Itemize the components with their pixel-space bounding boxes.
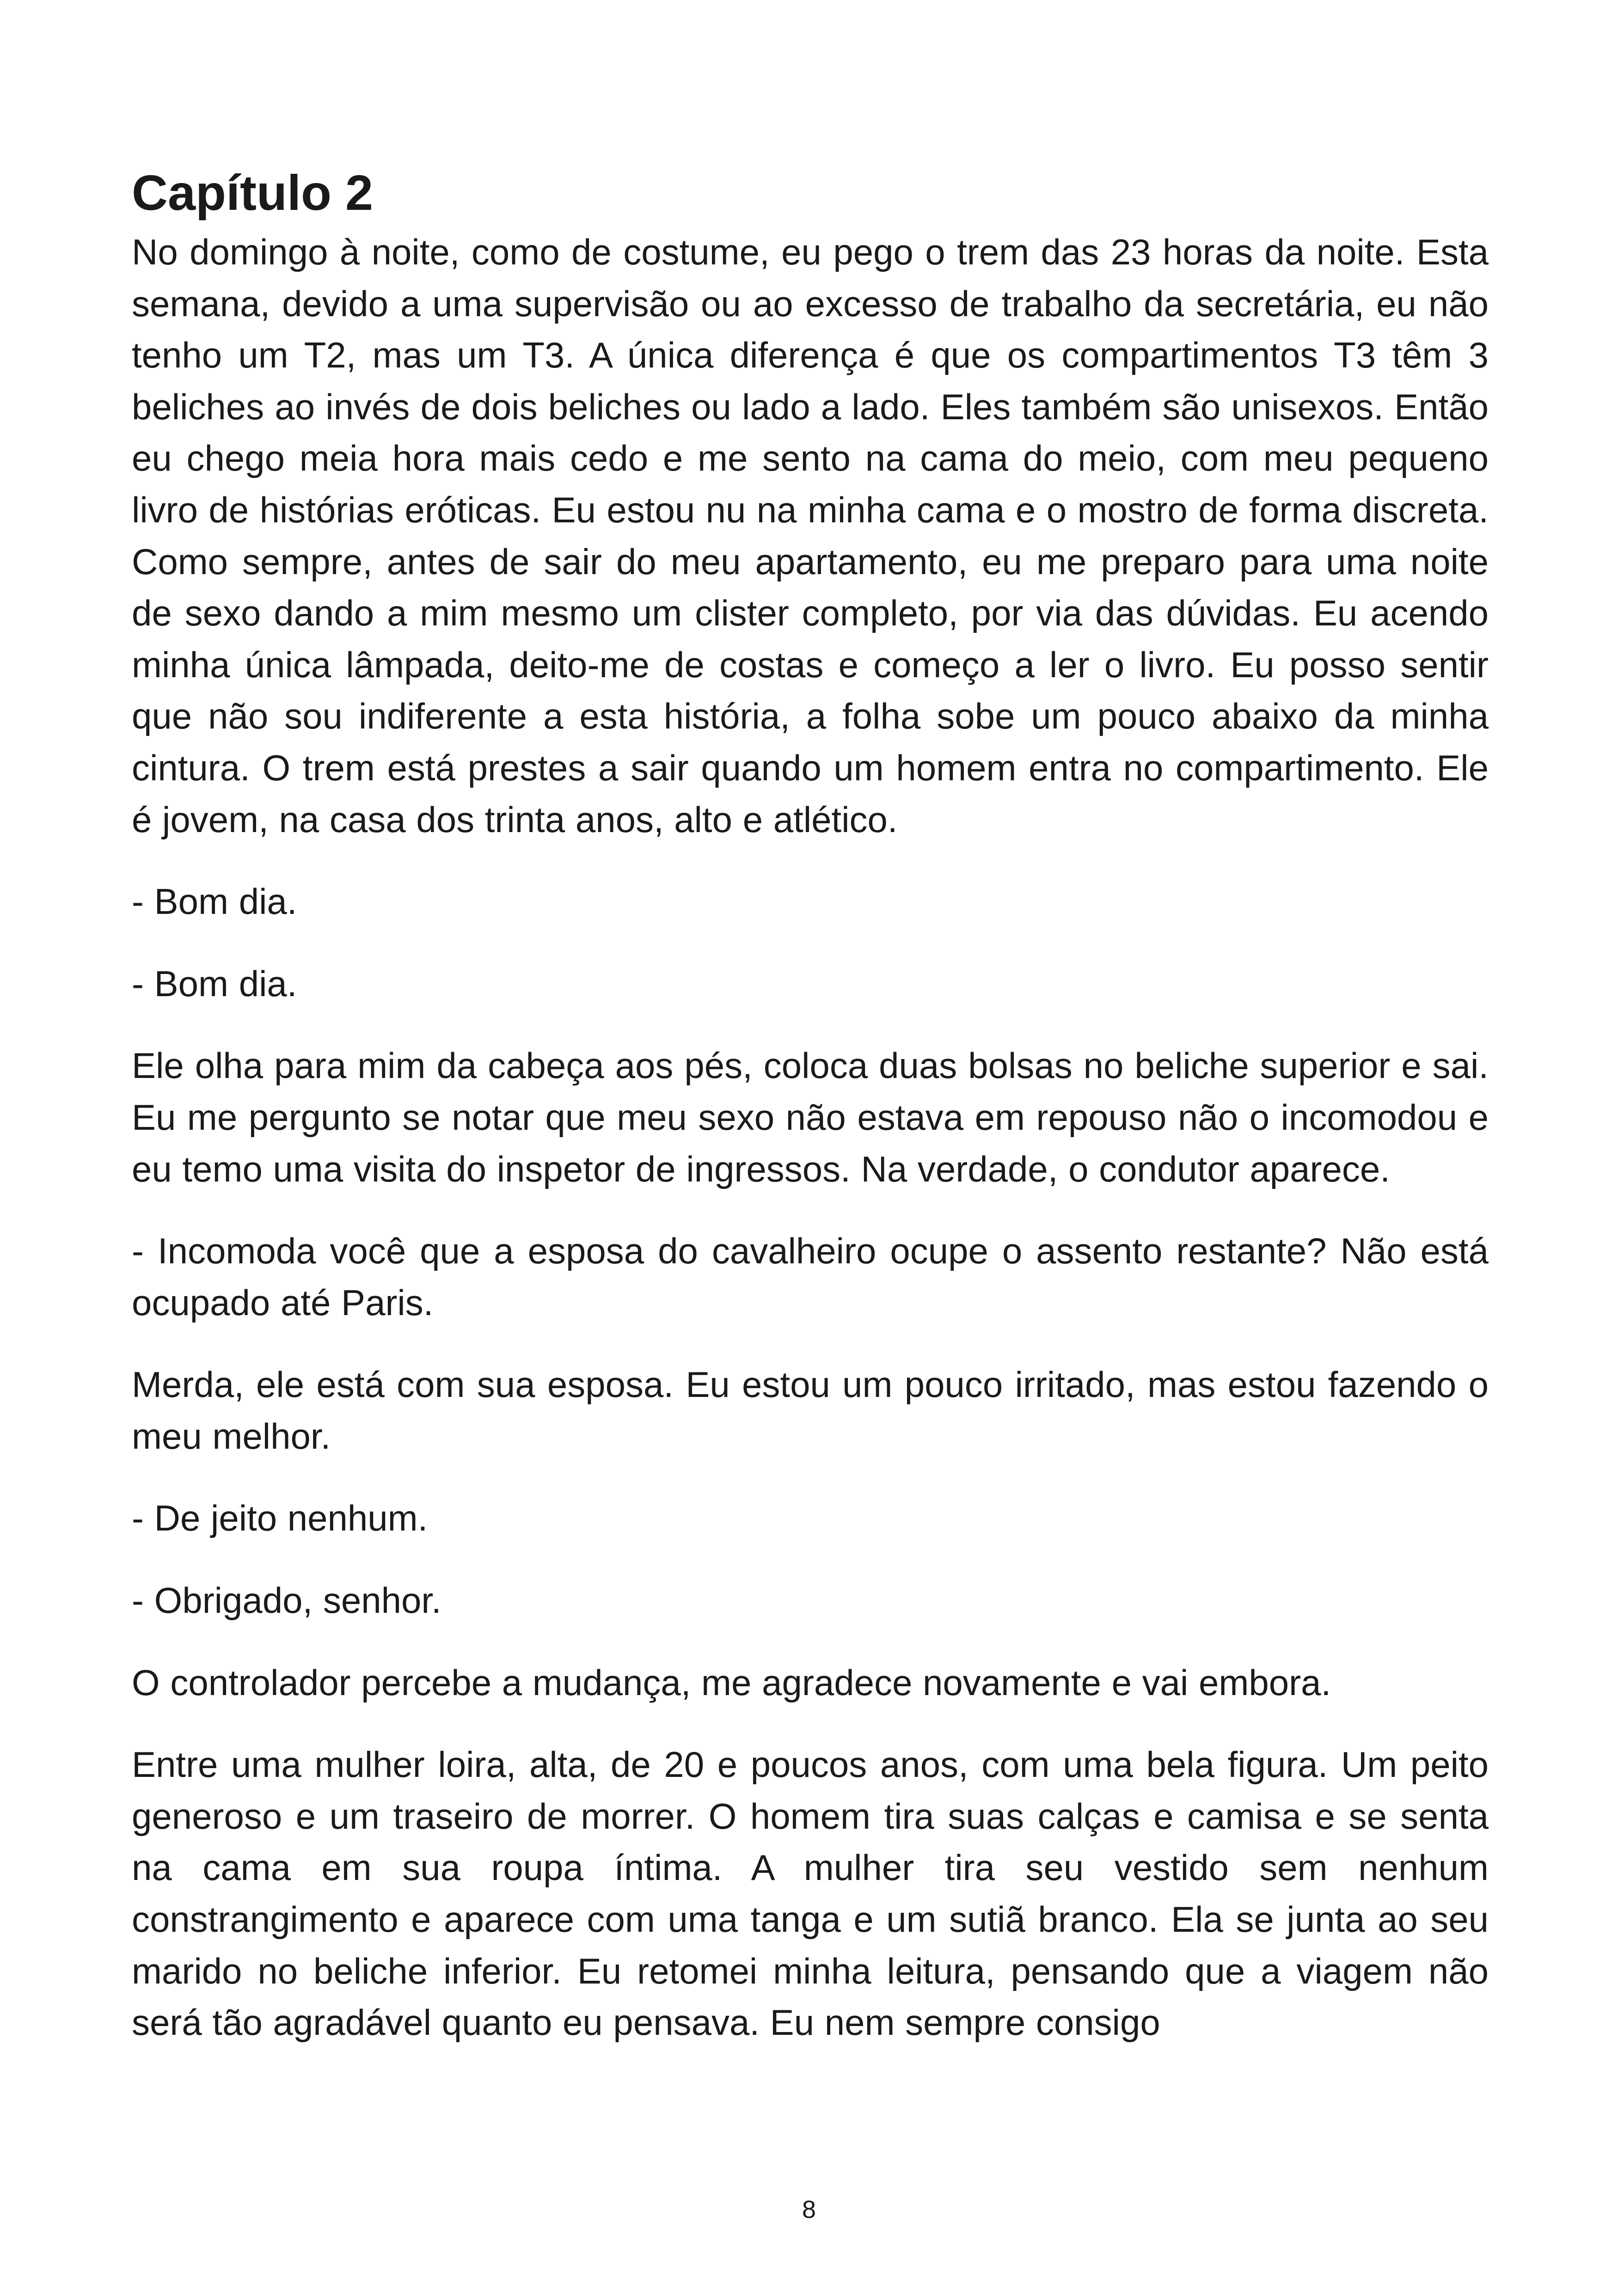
paragraph-narrative-3: Merda, ele está com sua esposa. Eu estou um pouco irritado, mas estou fazendo o meu melhor. — [132, 1364, 1489, 1457]
page-number: 8 — [802, 2196, 816, 2223]
chapter-title: Capítulo 2 — [132, 165, 374, 220]
paragraph-narrative-4: O controlador percebe a mudança, me agradece novamente e vai embora. — [132, 1662, 1331, 1703]
page-body — [132, 163, 1489, 2079]
paragraph-dialogue-5: - Obrigado, senhor. — [132, 1580, 441, 1621]
paragraph-dialogue-2: - Bom dia. — [132, 963, 297, 1004]
paragraph-dialogue-3: - Incomoda você que a esposa do cavalheiro ocupe o assento restante? Não está ocupado até Paris. — [132, 1231, 1489, 1323]
paragraph-narrative-1: No domingo à noite, como de costume, eu pego o trem das 23 horas da noite. Esta semana, devido a uma supervisão ou ao excesso de trabalho da secretária, eu não tenho um T2, mas um T3. A única diferença é que os compartimentos T3 têm 3 beliches ao invés de dois beliches ou lado a lado. Eles também são unisexos. Então eu chego meia hora mais cedo e me sento na cama do meio, com meu pequeno livro de histórias eróticas. Eu estou nu na minha cama e o mostro de forma discreta. Como sempre, antes de sair do meu apartamento, eu me preparo para uma noite de sexo dando a mim mesmo um clister completo, por via das dúvidas. Eu acendo minha única lâmpada, deito-me de costas e começo a ler o livro. Eu posso sentir que não sou indiferente a esta história, a folha sobe um pouco abaixo da minha cintura. O trem está prestes a sair quando um homem entra no compartimento. Ele é jovem, na casa dos trinta anos, alto e atlético. — [132, 232, 1489, 840]
paragraph-narrative-2: Ele olha para mim da cabeça aos pés, coloca duas bolsas no beliche superior e sai. Eu me pergunto se notar que meu sexo não estava em repouso não o incomodou e eu temo uma visita do inspetor de ingressos. Na verdade, o condutor aparece. — [132, 1045, 1489, 1189]
paragraph-dialogue-4: - De jeito nenhum. — [132, 1498, 428, 1539]
paragraph-narrative-5: Entre uma mulher loira, alta, de 20 e poucos anos, com uma bela figura. Um peito generoso e um traseiro de morrer. O homem tira suas calças e camisa e se senta na cama em sua roupa íntima. A mulher tira seu vestido sem nenhum constrangimento e aparece com uma tanga e um sutiã branco. Ela se junta ao seu marido no beliche inferior. Eu retomei minha leitura, pensando que a viagem não será tão agradável quanto eu pensava. Eu nem sempre consigo — [132, 1744, 1489, 2043]
paragraph-dialogue-1: - Bom dia. — [132, 881, 297, 922]
